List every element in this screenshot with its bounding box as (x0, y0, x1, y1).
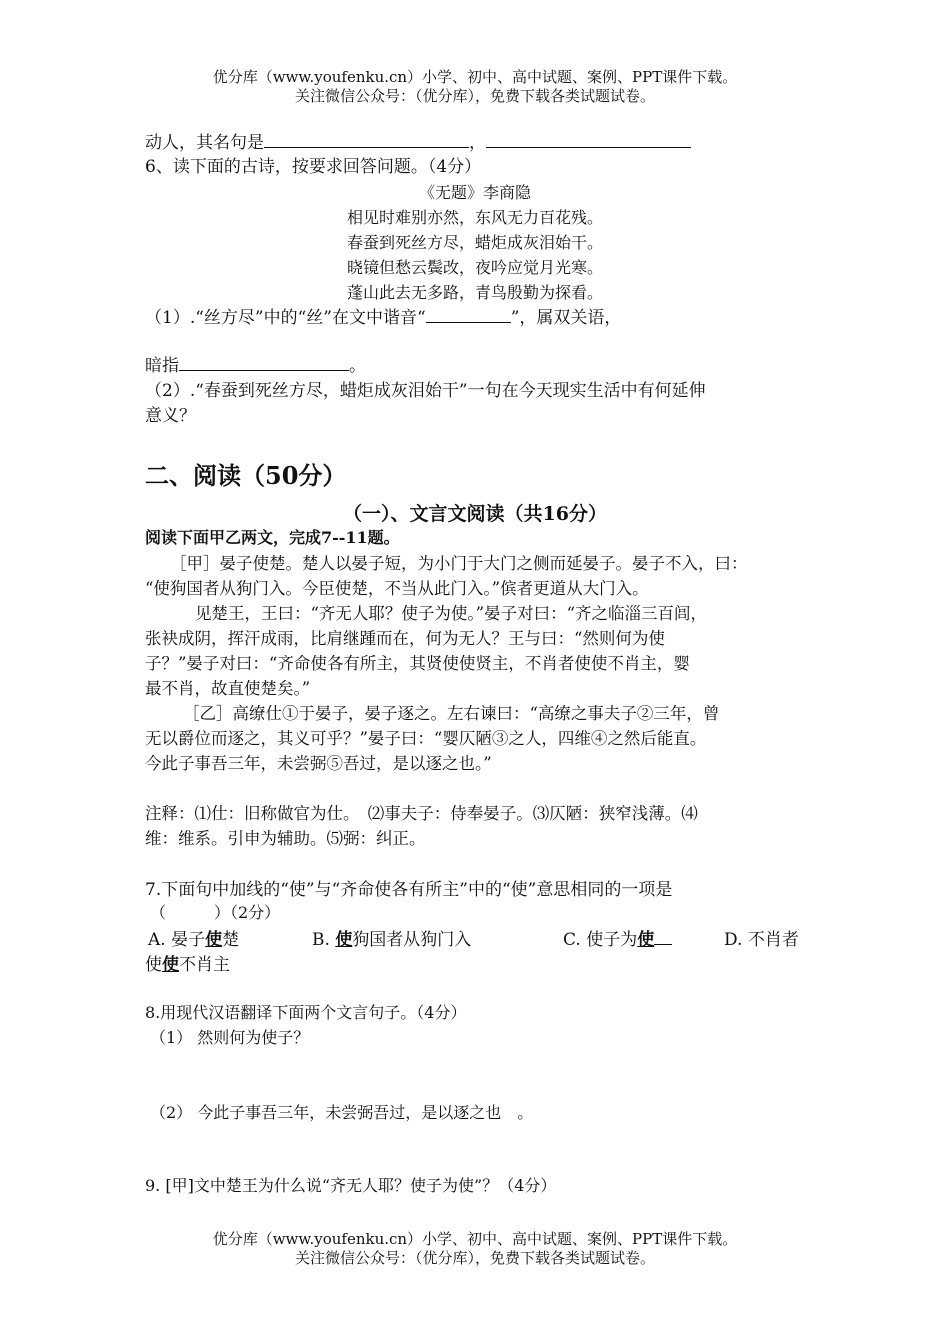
poem-line: 相见时难别亦然，东风无力百花残。 (346, 208, 603, 227)
q7-option-a[interactable] (148, 925, 239, 950)
passage-line: ［乙］高缭仕①于晏子，晏子逐之。左右谏曰：“高缭之事夫子②三年，曾 (183, 704, 720, 723)
section-title: 二、阅读（50分） (145, 461, 347, 490)
page-header-line2: 关注微信公众号：（优分库），免费下载各类试题试卷。 (294, 87, 655, 105)
q7-option-a-tail: 楚 (222, 930, 240, 950)
q8-item1: （1） 然则何为使子？ (150, 1028, 310, 1047)
q7-option-c[interactable] (563, 925, 672, 950)
q6-sub1-line2-prefix: 暗指 (145, 356, 179, 376)
poem-line: 春蚕到死丝方尽，蜡炬成灰泪始干。 (346, 233, 603, 252)
q9-stem: 9. [甲]文中楚王为什么说“齐无人耶？使子为使”？（4分） (145, 1176, 557, 1195)
passage-line: “使狗国者从狗门入。今臣使楚，不当从此门入。”傧者更道从大门入。 (145, 579, 649, 598)
q5-blank-1[interactable] (264, 133, 469, 148)
q7-option-d-cont (145, 950, 230, 975)
notes-line2: 维：维系。引申为辅助。⑸弼：纠正。 (145, 829, 426, 848)
passage-line: 张袂成阴，挥汗成雨，比肩继踵而在，何为无人？王与曰：“然则何为使 (145, 629, 665, 648)
passage-line: 无以爵位而逐之，其义可乎？”晏子曰：“婴仄陋③之人，四维④之然后能直。 (145, 729, 707, 748)
q6-stem: 6、读下面的古诗，按要求回答问题。（4分） (145, 157, 482, 177)
q6-sub1-blank-2[interactable] (179, 356, 349, 371)
q8-item2: （2） 今此子事吾三年，未尝弼吾过，是以逐之也 。 (150, 1103, 534, 1122)
q7-stem: 7.下面句中加线的“使”与“齐命使各有所主”中的“使”意思相同的一项是 (145, 880, 673, 900)
q6-sub1-blank[interactable] (426, 308, 511, 323)
q7-option-b-label: B. (312, 930, 336, 950)
q7-option-a-label: A. 晏子 (148, 930, 206, 950)
q7-option-c-label: C. 使子为 (563, 930, 638, 950)
page-header-line1: 优分库（www.youfenku.cn）小学、初中、高中试题、案例、PPT课件下载。 (212, 68, 738, 86)
passage-line: 见楚王，王曰：“齐无人耶？使子为使。”晏子对曰：“齐之临淄三百闾， (195, 604, 708, 623)
passage-line: 子？”晏子对曰：“齐命使各有所主，其贤使使贤主，不肖者使使不肖主，婴 (145, 654, 690, 673)
q8-stem: 8.用现代汉语翻译下面两个文言句子。（4分） (145, 1003, 467, 1022)
page-footer-line1: 优分库（www.youfenku.cn）小学、初中、高中试题、案例、PPT课件下载。 (212, 1230, 738, 1248)
q7-option-c-underlined: 使 (637, 930, 655, 950)
q6-sub1 (145, 303, 621, 328)
passage-line: 今此子事吾三年，未尝弼⑤吾过，是以逐之也。” (145, 754, 492, 773)
q6-sub1-line2 (145, 351, 366, 376)
part-title: （一）、文言文阅读（共16分） (343, 503, 607, 525)
q7-option-a-underlined: 使 (205, 930, 223, 950)
q7-option-d-head: 使 (145, 955, 162, 975)
q6-sub1-suffix: ”，属双关语， (510, 308, 622, 328)
q7-option-b[interactable] (312, 925, 471, 950)
poem-line: 蓬山此去无多路，青鸟殷勤为探看。 (346, 283, 603, 302)
reading-instruction: 阅读下面甲乙两文，完成7--11题。 (145, 528, 400, 547)
q6-sub2-line1: （2）.“春蚕到死丝方尽，蜡炬成灰泪始干”一句在今天现实生活中有何延伸 (145, 381, 706, 401)
q7-option-b-underlined: 使 (335, 930, 353, 950)
q7-option-c-line (654, 930, 672, 945)
q6-sub1-prefix: （1）.“丝方尽”中的“丝”在文中谐音“ (145, 308, 426, 328)
q7-option-b-tail: 狗国者从狗门入 (352, 930, 472, 950)
q5-answer-line (145, 128, 691, 153)
poem-title: 《无题》李商隐 (418, 183, 531, 202)
q6-sub2-line2: 意义？ (145, 406, 196, 426)
q5-blank-2[interactable] (486, 133, 691, 148)
q5-comma: ， (469, 133, 486, 153)
q7-option-d-underlined: 使 (162, 955, 179, 975)
q5-prefix: 动人，其名句是 (145, 133, 264, 153)
q7-option-d[interactable]: D. 不肖者 (724, 930, 799, 950)
q6-sub1-line2-suffix: 。 (349, 356, 366, 376)
passage-line: 最不肖，故直使楚矣。” (145, 679, 311, 698)
q7-paren: （ ）（2分） (150, 903, 281, 922)
notes-line1: 注释：⑴仕：旧称做官为仕。 ⑵事夫子：侍奉晏子。⑶仄陋：狭窄浅薄。⑷ (145, 804, 698, 823)
q7-option-d-tail: 不肖主 (179, 955, 230, 975)
poem-line: 晓镜但愁云鬓改，夜吟应觉月光寒。 (346, 258, 603, 277)
passage-line: ［甲］晏子使楚。楚人以晏子短，为小门于大门之侧而延晏子。晏子不入，曰： (170, 554, 748, 573)
page-footer-line2: 关注微信公众号：（优分库），免费下载各类试题试卷。 (294, 1249, 655, 1267)
